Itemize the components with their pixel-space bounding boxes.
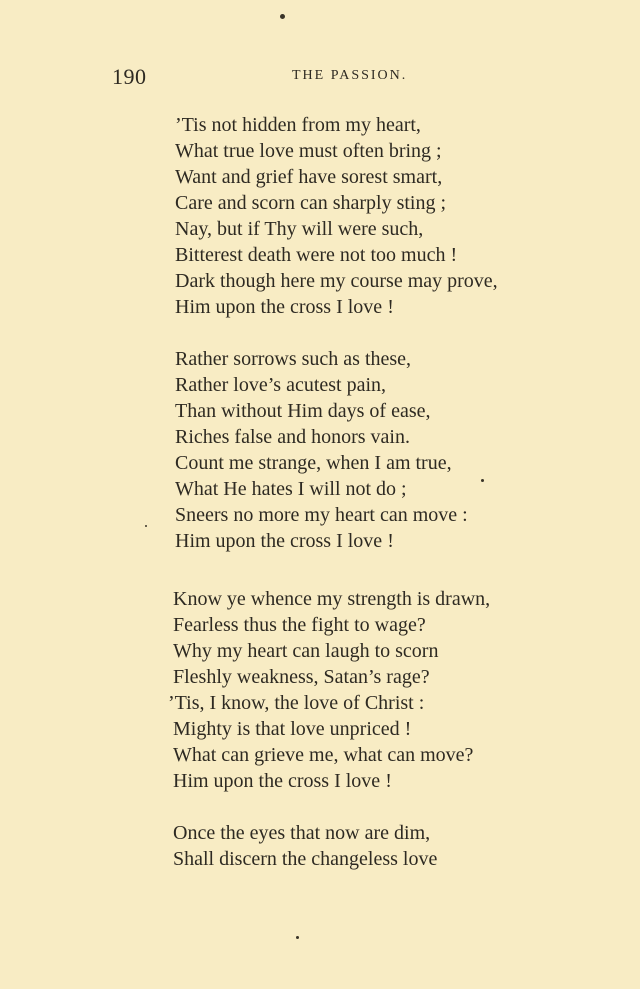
poem-line: What true love must often bring ; [175, 140, 442, 162]
poem-line: Sneers no more my heart can move : [175, 504, 468, 526]
ink-speck [481, 479, 484, 482]
poem-line: Count me strange, when I am true, [175, 452, 452, 474]
poem-line: Why my heart can laugh to scorn [173, 640, 439, 662]
poem-line: ’Tis, I know, the love of Christ : [168, 692, 425, 714]
poem-line: Fearless thus the fight to wage? [173, 614, 426, 636]
poem-line: Know ye whence my strength is drawn, [173, 588, 491, 610]
poem-line: Shall discern the changeless love [173, 848, 438, 870]
poem-line: Dark though here my course may prove, [175, 270, 498, 292]
ink-speck [280, 14, 285, 19]
poem-line: Rather sorrows such as these, [175, 348, 412, 370]
poem-line: Than without Him days of ease, [175, 400, 431, 422]
poem-line: ’Tis not hidden from my heart, [175, 114, 421, 136]
poem-line: Once the eyes that now are dim, [173, 822, 431, 844]
poem-line: Him upon the cross I love ! [175, 530, 394, 552]
running-title: THE PASSION. [292, 68, 408, 83]
poem-line: Nay, but if Thy will were such, [175, 218, 424, 240]
poem-line: What He hates I will not do ; [175, 478, 407, 500]
poem-line: Fleshly weakness, Satan’s rage? [173, 666, 430, 688]
poem-line: Riches false and honors vain. [175, 426, 410, 448]
page-header [0, 64, 640, 90]
page-number: 190 [112, 64, 147, 89]
poem-line: Him upon the cross I love ! [175, 296, 394, 318]
poem-line: Rather love’s acutest pain, [175, 374, 387, 396]
poem-line: What can grieve me, what can move? [173, 744, 474, 766]
ink-speck [145, 525, 147, 527]
poem-line: Mighty is that love unpriced ! [173, 718, 412, 740]
poem-line: Bitterest death were not too much ! [175, 244, 458, 266]
poem-line: Want and grief have sorest smart, [175, 166, 443, 188]
ink-speck [296, 936, 299, 939]
poem-line: Care and scorn can sharply sting ; [175, 192, 447, 214]
poem-line: Him upon the cross I love ! [173, 770, 392, 792]
